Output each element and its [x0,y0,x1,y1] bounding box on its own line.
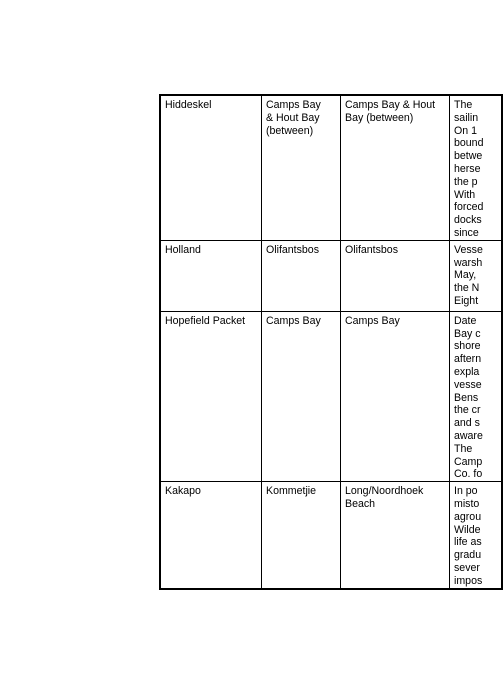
cell-text-line: Beach [345,497,376,510]
cell-text-line: & Hout Bay [266,111,320,124]
wreck-name-cell [161,96,262,241]
shipwreck-table [159,94,503,590]
cell-text-line: The [454,442,473,455]
cell-text-line: Olifantsbos [345,243,398,256]
cell-text-line: In po [454,485,478,498]
cell-text-line: Bay c [454,327,481,340]
location-cell [262,482,341,587]
cell-text: Hopefield Packet [165,314,246,327]
table-row [161,96,501,241]
cell-text-line: Co. fo [454,468,483,481]
cell-text-line: the N [454,282,480,295]
cell-text-line: since [454,226,479,239]
cell-text: Holland [165,243,201,256]
cell-text-line: vesse [454,378,482,391]
cell-text-line: (between) [266,124,314,137]
cell-text-line: Camps Bay [345,314,400,327]
wreck-name-cell [161,241,262,312]
cell-text-line: Camps Bay [266,99,321,111]
details-cell [450,241,501,312]
cell-text-line: Vesse [454,243,483,256]
cell-text-line: gradu [454,549,482,562]
cell-text-line: and s [454,417,480,430]
cell-text-line: Long/Noordhoek [345,485,424,498]
wreck-name-cell [161,312,262,482]
cell-text-line: sever [454,561,480,574]
cell-text-line: sailin [454,111,479,124]
cell-text-line: aftern [454,353,482,366]
cell-text-line: Wilde [454,523,481,536]
cell-text-line: misto [454,497,480,510]
details-cell [450,312,501,482]
location-cell [262,312,341,482]
cell-text-line: bound [454,137,484,150]
area-cell [341,96,450,241]
cell-text-line: On 1 [454,124,477,137]
table-row [161,482,501,587]
table-row [161,241,501,312]
cell-text-line: agrou [454,510,482,523]
cell-text-line: The [454,99,473,111]
cell-text-line: warsh [454,256,483,269]
area-cell [341,312,450,482]
cell-text-line: May, [454,269,477,282]
cell-text-line: life as [454,536,482,549]
cell-text-line: aware [454,429,483,442]
cell-text-line: Camps Bay [266,314,321,327]
cell-text-line: betwe [454,150,483,163]
location-cell [262,241,341,312]
cell-text-line: docks [454,214,482,227]
cell-text-line: With [454,188,476,201]
table-row [161,312,501,482]
shipwreck-table-body [161,96,501,588]
cell-text-line: herse [454,162,481,175]
cell-text-line: forced [454,201,484,214]
cell-text-line: Bay (between) [345,111,414,124]
cell-text-line: Camps Bay & Hout [345,99,436,111]
cell-text-line: Olifantsbos [266,243,319,256]
cell-text: Kakapo [165,485,201,498]
cell-text-line: Date [454,314,477,327]
cell-text-line: impos [454,574,483,587]
cell-text-line: Camp [454,455,483,468]
cell-text-line: Eight [454,294,479,307]
cell-text-line: expla [454,365,480,378]
cell-text: Hiddeskel [165,99,212,111]
details-cell [450,96,501,241]
cell-text-line: Kommetjie [266,485,317,498]
details-cell [450,482,501,587]
location-cell [262,96,341,241]
area-cell [341,241,450,312]
cell-text-line: shore [454,340,481,353]
cell-text-line: the cr [454,404,481,417]
cell-text-line: Bens [454,391,479,404]
cell-text-line: the p [454,175,478,188]
wreck-name-cell [161,482,262,587]
area-cell [341,482,450,587]
